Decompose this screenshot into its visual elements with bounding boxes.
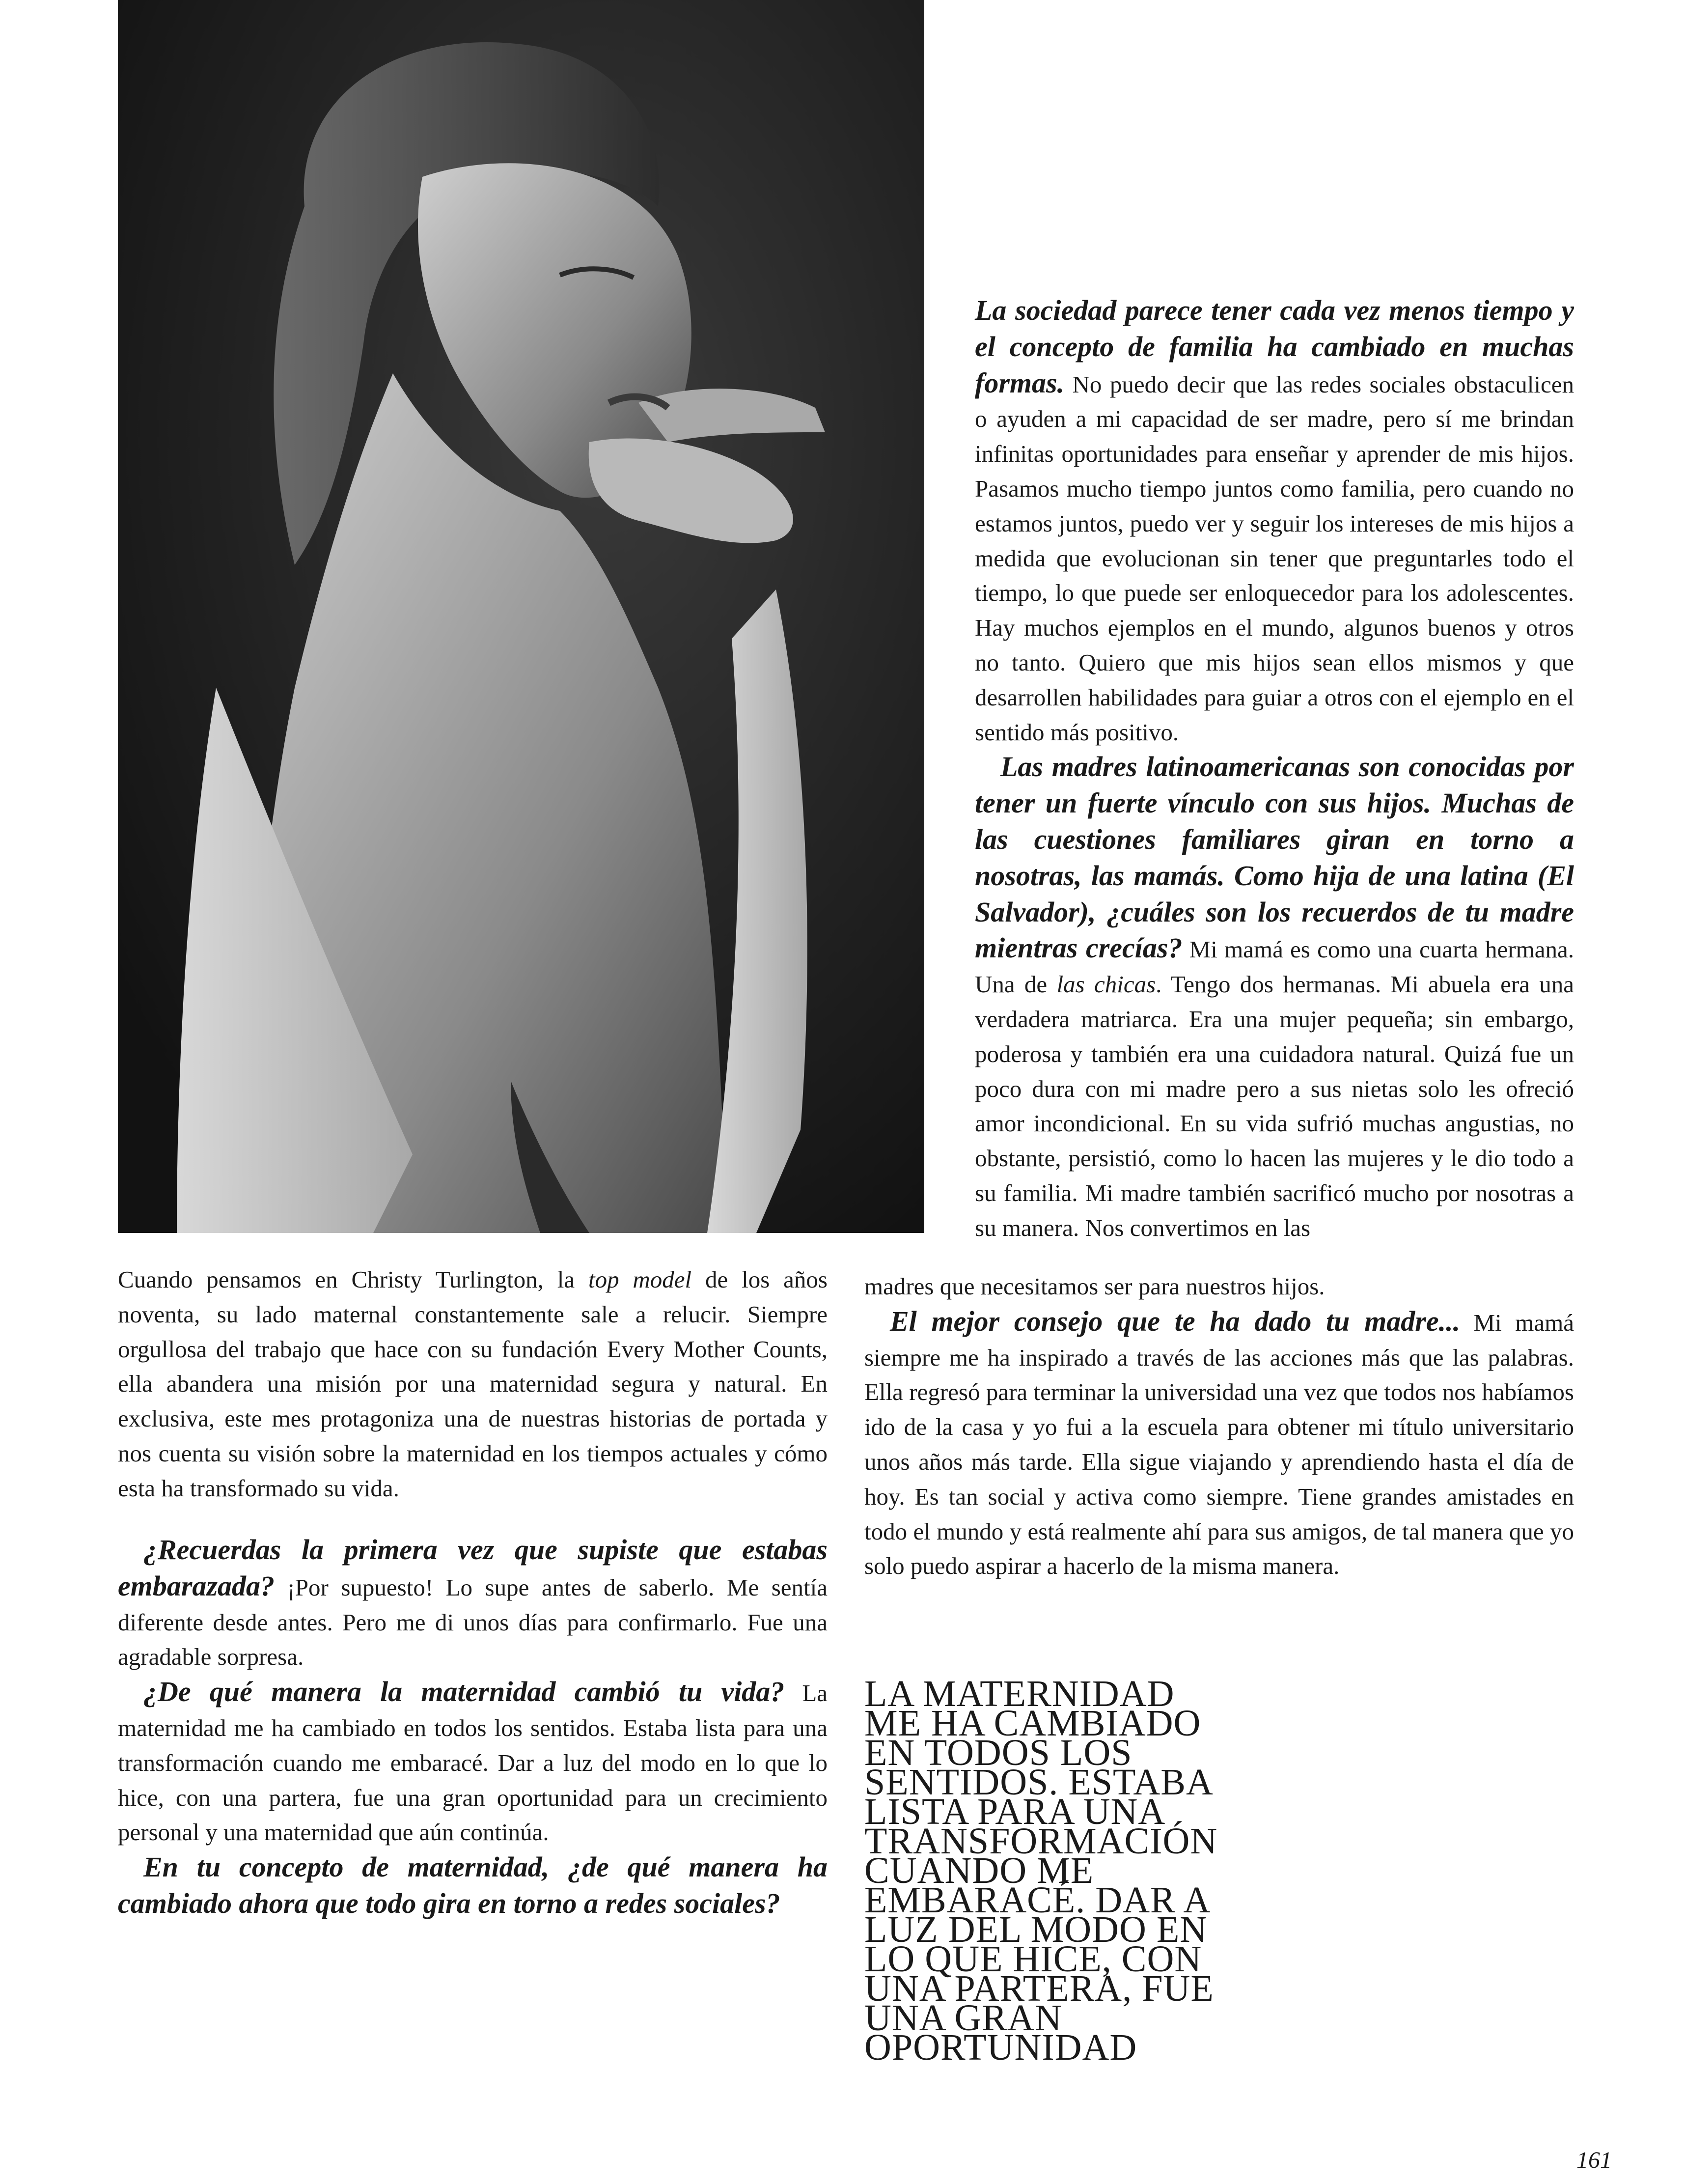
portrait-illustration bbox=[118, 0, 924, 1233]
intro-italic: top model bbox=[588, 1266, 692, 1293]
pull-quote: LA MATERNIDAD ME HA CAMBIADO EN TODOS LOS SENTIDOS. ESTABA LISTA PARA UNA TRANSFORMACIÓN CUANDO ME EMBARACÉ. DAR A LUZ DEL MODO EN LO QUE HICE, CON UNA PARTERA, FUE UNA GRAN OPORTUNIDAD bbox=[864, 1673, 1218, 2068]
qa-item bbox=[118, 1675, 828, 1850]
right-top-column bbox=[975, 293, 1574, 1246]
question: En tu concepto de maternidad, ¿de qué manera ha cambiado ahora que todo gira en torno a redes sociales? bbox=[118, 1851, 828, 1919]
answer: La maternidad me ha cambiado en todos los sentidos. Estaba lista para una transformación cuando me embaracé. Dar a luz del modo en lo que lo hice, con una partera, fue una gran oportunidad para un crecimiento personal y una maternidad que aún continúa. bbox=[118, 1680, 828, 1846]
qa-item bbox=[864, 1304, 1574, 1584]
intro-paragraph bbox=[118, 1262, 828, 1506]
question: ¿De qué manera la maternidad cambió tu vida? bbox=[143, 1676, 785, 1708]
answer-end: . Tengo dos hermanas. Mi abuela era una verdadera matriarca. Era una mujer pequeña; sin embargo, poderosa y también era una cuidadora natural. Quizá fue un poco dura con mi madre pero a sus nietas solo les ofreció amor incondicional. En su vida sufrió muchas angustias, no obstante, persistió, como lo hacen las mujeres y le dio todo a su familia. Mi madre también sacrificó mucho por nosotras a su manera. Nos convertimos en las bbox=[975, 971, 1574, 1241]
answer: No puedo decir que las redes sociales obstaculicen o ayuden a mi capacidad de ser madre, pero sí me brindan infinitas oportunidades para enseñar y aprender de mis hijos. Pasamos mucho tiempo juntos como familia, pero cuando no estamos juntos, puedo ver y seguir los intereses de mis hijos a medida que evolucionan sin tener que preguntarles todo el tiempo, lo que puede ser enloquecedor para los adolescentes. Hay muchos ejemplos en el mundo, algunos buenos y otros no tanto. Quiero que mis hijos sean ellos mismos y que desarrollen habilidades para guiar a otros con el ejemplo en el sentido más positivo. bbox=[975, 370, 1574, 746]
qa-item bbox=[118, 1533, 828, 1675]
portrait-photo bbox=[118, 0, 924, 1233]
answer: Mi mamá es como una cuarta hermana. Una de bbox=[975, 936, 1574, 998]
page-number: 161 bbox=[1576, 2147, 1612, 2173]
question: La sociedad parece tener cada vez menos tiempo y el concepto de familia ha cambiado en muchas formas. bbox=[975, 294, 1574, 399]
answer-continuation: madres que necesitamos ser para nuestros hijos. bbox=[864, 1273, 1325, 1300]
intro-text-end: de los años noventa, su lado maternal constantemente sale a relucir. Siempre orgullosa del trabajo que hace con su fundación Every Mother Counts, ella abandera una misión por una maternidad segura y natural. En exclusiva, este mes protagoniza una de nuestras historias de portada y nos cuenta su visión sobre la maternidad en los tiempos actuales y cómo esta ha transformado su vida. bbox=[118, 1266, 828, 1502]
answer-italic: las chicas bbox=[1056, 971, 1156, 998]
qa-item bbox=[118, 1850, 828, 1923]
intro-text: Cuando pensamos en Christy Turlington, la bbox=[118, 1266, 588, 1293]
left-qa-column bbox=[118, 1533, 828, 1923]
answer: ¡Por supuesto! Lo supe antes de saberlo. Me sentía diferente desde antes. Pero me di unos días para confirmarlo. Fue una agradable sorpresa. bbox=[118, 1573, 828, 1671]
right-wide-column bbox=[864, 1269, 1574, 1584]
qa-item bbox=[975, 750, 1574, 1245]
question: ¿Recuerdas la primera vez que supiste que estabas embarazada? bbox=[118, 1534, 828, 1602]
answer: Mi mamá siempre me ha inspirado a través de las acciones más que las palabras. Ella regresó para terminar la universidad una vez que todos nos habíamos ido de la casa y yo fui a la escuela para obtener mi título universitario unos años más tarde. Ella sigue viajando y aprendiendo hasta el día de hoy. Es tan social y activa como siempre. Tiene grandes amistades en todo el mundo y está realmente ahí para sus amigos, de tal manera que yo solo puedo aspirar a hacerlo de la misma manera. bbox=[864, 1309, 1574, 1580]
question: El mejor consejo que te ha dado tu madre... bbox=[890, 1305, 1461, 1337]
question: Las madres latinoamericanas son conocidas por tener un fuerte vínculo con sus hijos. Muchas de las cuestiones familiares giran en torno a nosotras, las mamás. Como hija de una latina (El Salvador), ¿cuáles son los recuerdos de tu madre mientras crecías? bbox=[975, 751, 1574, 964]
intro-column bbox=[118, 1262, 828, 1506]
qa-item bbox=[975, 293, 1574, 750]
